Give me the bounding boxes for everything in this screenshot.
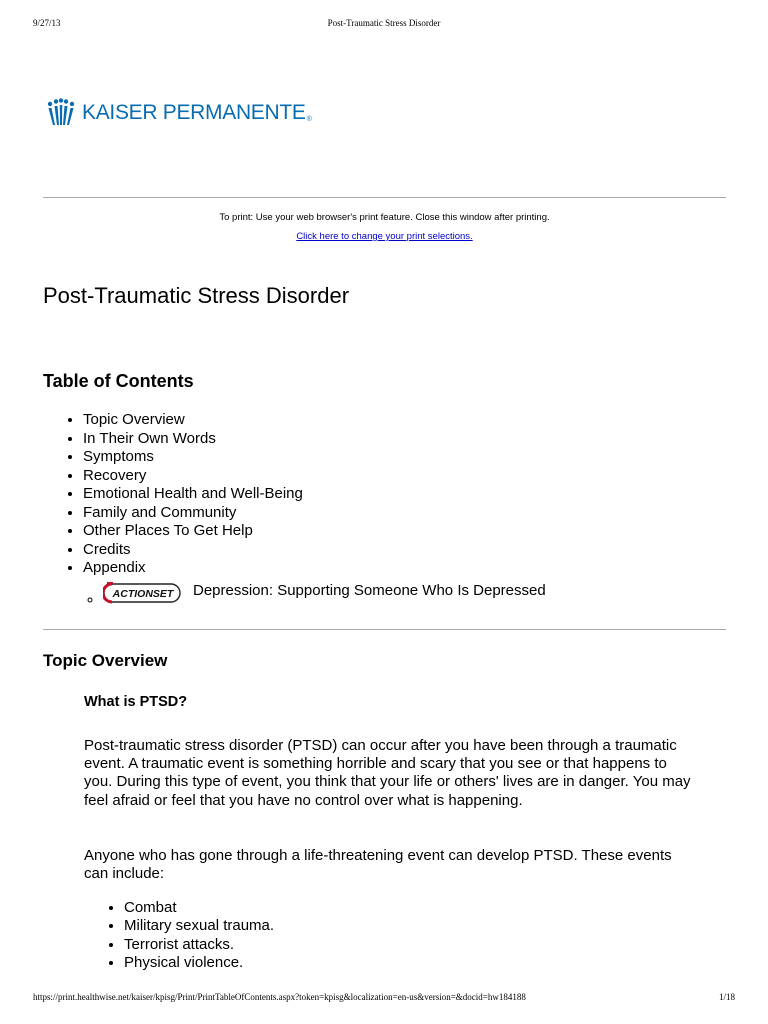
print-header — [0, 18, 768, 30]
traumatic-events-list — [104, 899, 274, 972]
toc-item[interactable] — [83, 559, 546, 606]
appendix-sublist — [83, 578, 546, 606]
list-item: • Physical violence. — [124, 954, 274, 972]
what-is-ptsd-heading: What is PTSD? — [84, 694, 188, 710]
list-item: • Military sexual trauma. — [124, 917, 274, 935]
appendix-item[interactable] — [103, 578, 546, 606]
toc-item[interactable] — [83, 411, 546, 430]
page-title: Post-Traumatic Stress Disorder — [43, 283, 350, 308]
print-selection-link-wrap — [43, 231, 726, 242]
toc-item[interactable] — [83, 485, 546, 504]
table-of-contents — [63, 411, 546, 606]
list-item: • Combat — [124, 899, 274, 917]
toc-link-other-places[interactable]: Other Places To Get Help — [83, 522, 253, 539]
toc-link-symptoms[interactable]: Symptoms — [83, 448, 154, 465]
toc-item[interactable] — [83, 467, 546, 486]
divider — [43, 197, 726, 198]
toc-link-credits[interactable]: Credits — [83, 540, 131, 558]
toc-link-in-their-own-words[interactable]: In Their Own Words — [83, 429, 216, 447]
toc-link-appendix[interactable]: Appendix — [83, 559, 146, 576]
divider — [43, 629, 726, 630]
topic-overview-heading: Topic Overview — [43, 651, 168, 670]
toc-link-emotional-health[interactable]: Emotional Health and Well-Being — [83, 485, 303, 502]
logo-text: KAISER PERMANENTE — [82, 101, 306, 124]
print-instruction: To print: Use your web browser's print feature. Close this window after printing. — [219, 212, 550, 223]
print-date: 9/27/13 — [33, 18, 61, 28]
actionset-badge-text: ◦ ACTIONSET — [112, 587, 174, 600]
overview-paragraph-2: Anyone who has gone through a life-threatening event can develop PTSD. These events can include: — [84, 847, 672, 883]
appendix-link-depression[interactable]: Depression: Supporting Someone Who Is Depressed — [193, 582, 546, 600]
toc-link-topic-overview[interactable]: Topic Overview — [83, 411, 185, 428]
toc-link-family-community[interactable]: Family and Community — [83, 503, 237, 521]
print-footer-url: https://print.healthwise.net/kaiser/kpisg/Print/PrintTableOfContents.aspx?token=kpisg&localization=en-us&version=&docid=hw184188 — [33, 992, 526, 1002]
toc-item[interactable] — [83, 522, 546, 541]
print-page-number: 1/18 — [718, 992, 735, 1002]
logo-registered-mark: ® — [306, 116, 312, 123]
toc-link-recovery[interactable]: Recovery — [83, 466, 147, 484]
toc-item[interactable] — [83, 448, 546, 467]
toc-item[interactable] — [83, 541, 546, 560]
kaiser-logo-icon — [46, 98, 76, 128]
overview-paragraph-1: Post-traumatic stress disorder (PTSD) can occur after you have been through a traumatic event. A traumatic event is something horrible and scary that you see or that happens to you. During this type of event, you think that your life or others' lives are in danger. You may feel afraid or feel that you have no control over what is happening. — [84, 737, 691, 809]
toc-heading: Table of Contents — [43, 371, 194, 391]
change-print-selections-link[interactable]: Click here to change your print selections. — [296, 231, 473, 242]
kaiser-permanente-logo — [46, 97, 312, 129]
list-item: • Terrorist attacks. — [124, 936, 274, 954]
toc-item[interactable] — [83, 504, 546, 523]
actionset-badge-icon — [103, 581, 181, 605]
toc-item[interactable] — [83, 430, 546, 449]
print-header-title: Post-Traumatic Stress Disorder — [327, 18, 441, 28]
print-footer — [0, 992, 768, 1004]
